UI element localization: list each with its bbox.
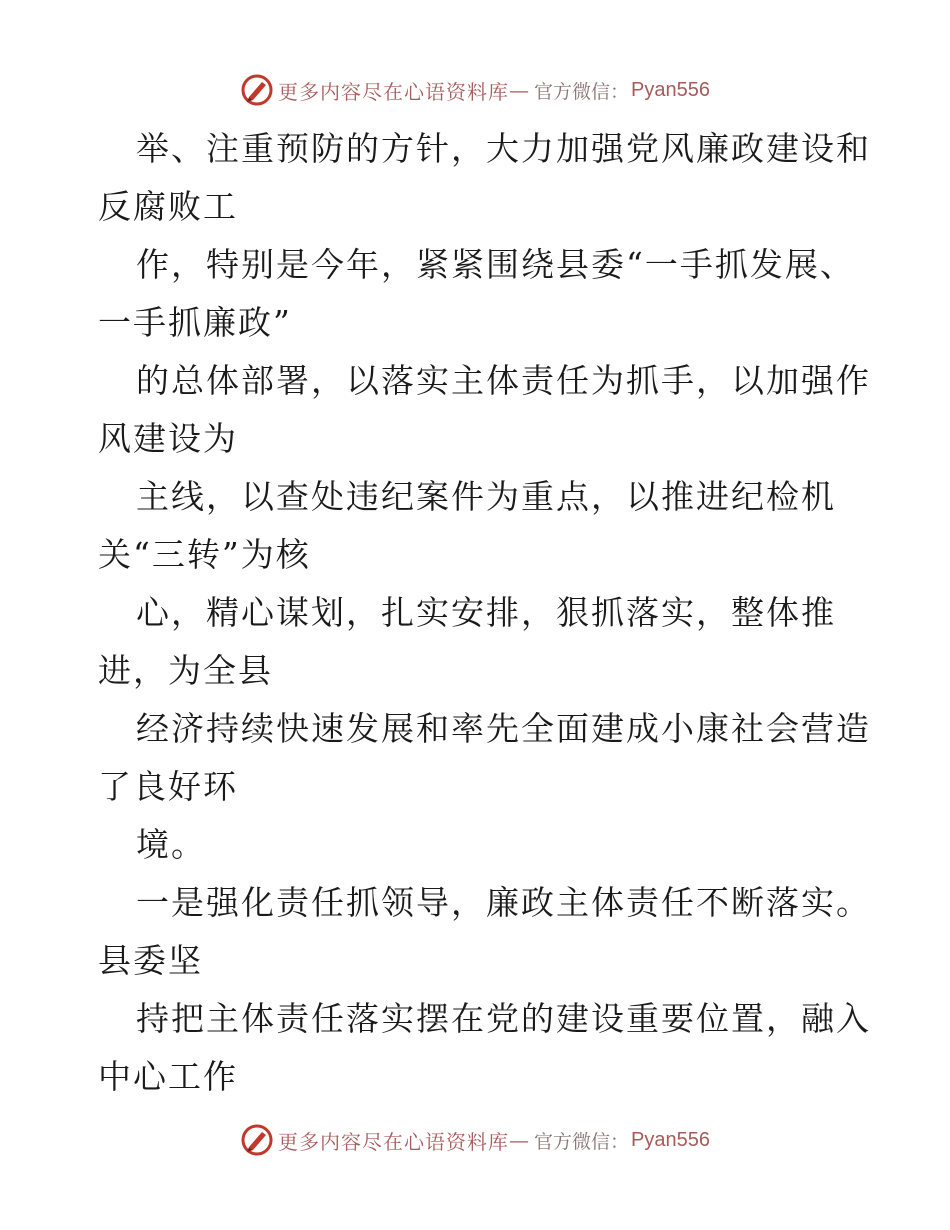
footer-site-text: 更多内容尽在心语资料库 [278, 1129, 509, 1154]
body-line: 作，特别是今年，紧紧围绕县委“一手抓发展、 [136, 245, 855, 284]
body-line: 持把主体责任落实摆在党的建设重要位置，融入 [136, 999, 871, 1038]
body-line: 经济持续快速发展和率先全面建成小康社会营造 [136, 709, 871, 748]
body-line: 的总体部署，以落实主体责任为抓手，以加强作 [136, 361, 871, 400]
footer-banner [0, 1120, 950, 1160]
body-line: 进，为全县 [98, 651, 273, 690]
body-line: 了良好环 [98, 767, 238, 806]
footer-wechat-label: 官方微信： [534, 1130, 630, 1153]
body-line: 举、注重预防的方针，大力加强党风廉政建设和 [136, 129, 871, 168]
body-line: 关“三转”为核 [98, 535, 311, 574]
body-line: 风建设为 [98, 419, 238, 458]
pen-logo-icon [240, 73, 274, 107]
body-line: 一手抓廉政” [98, 303, 292, 342]
body-line: 境。 [136, 825, 206, 864]
pen-logo-icon [240, 1123, 274, 1157]
footer-wechat-id: Pyan556 [631, 1128, 710, 1151]
body-line: 反腐败工 [98, 187, 238, 226]
header-wechat-label: 官方微信： [534, 80, 630, 103]
body-line: 心，精心谋划，扎实安排，狠抓落实，整体推 [136, 593, 836, 632]
header-wechat-id: Pyan556 [631, 78, 710, 101]
body-line: 一是强化责任抓领导，廉政主体责任不断落实。 [136, 883, 871, 922]
document-body [98, 120, 871, 1106]
body-line: 县委坚 [98, 941, 203, 980]
header-banner [0, 70, 950, 110]
body-line: 中心工作 [98, 1057, 238, 1096]
header-site-text: 更多内容尽在心语资料库 [278, 79, 509, 104]
header-dash: — [509, 78, 530, 102]
body-line: 主线，以查处违纪案件为重点，以推进纪检机 [136, 477, 836, 516]
footer-dash: — [509, 1128, 530, 1152]
